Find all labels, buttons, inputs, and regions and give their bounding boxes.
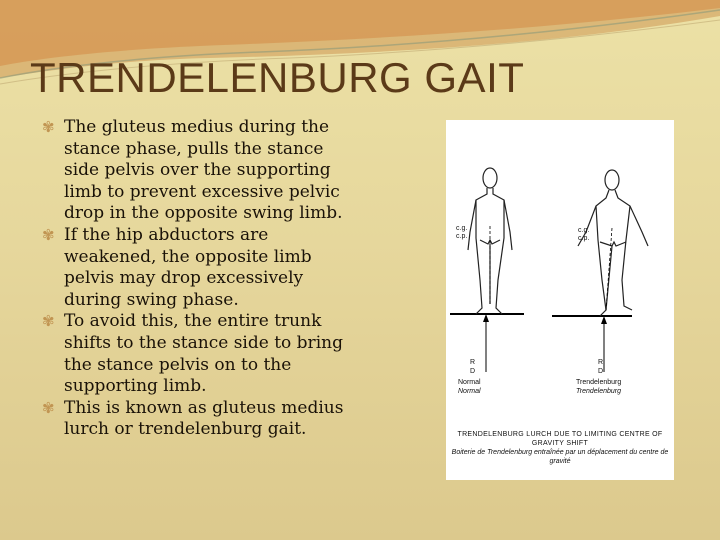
normal-force-r-label: R xyxy=(470,359,476,366)
figure-caption xyxy=(446,430,674,466)
normal-cp-label: c.p. xyxy=(456,233,468,240)
normal-cg-label: c.g. xyxy=(456,225,468,232)
figure-caption-french: Boiterie de Trendelenburg entraînée par un déplacement du centre de gravité xyxy=(451,449,669,465)
bullet-marker-icon: ✾ xyxy=(42,312,55,331)
gait-figure xyxy=(446,120,674,480)
bullet-text: If the hip abductors are weakened, the opposite limb pelvis may drop excessively during swing phase. xyxy=(64,224,312,310)
bullet-text: To avoid this, the entire trunk shifts to the stance side to bring the stance pelvis on to the supporting limb. xyxy=(64,311,343,397)
bullet-item xyxy=(42,117,362,225)
bullet-marker-icon: ✾ xyxy=(42,398,55,417)
trendelenburg-figure xyxy=(578,170,648,316)
bullet-text: The gluteus medius during the stance phase, pulls the stance side pelvis over the supporting limb to prevent excessive pelvic drop in the opposite swing limb. xyxy=(64,117,343,224)
bullet-list xyxy=(42,117,362,441)
trendelenburg-cg-label: c.g. xyxy=(578,227,590,234)
trendelenburg-cp-label: c.p. xyxy=(578,235,590,242)
bullet-item xyxy=(42,311,362,397)
trendelenburg-force-arrowhead xyxy=(601,316,607,324)
figure-caption-english: TRENDELENBURG LURCH DUE TO LIMITING CENTRE OF GRAVITY SHIFT xyxy=(457,431,663,447)
trendelenburg-force-r-label: R xyxy=(598,359,604,366)
normal-force-arrowhead xyxy=(483,314,489,322)
trendelenburg-caption-1: Trendelenburg xyxy=(576,379,622,386)
normal-force-d-label: D xyxy=(470,368,476,375)
trendelenburg-caption-2: Trendelenburg xyxy=(576,388,622,395)
normal-caption-1: Normal xyxy=(458,379,481,386)
bullet-marker-icon: ✾ xyxy=(42,118,55,136)
normal-caption-2: Normal xyxy=(458,388,481,395)
gait-illustration xyxy=(446,120,674,480)
bullet-text: This is known as gluteus medius lurch or trendelenburg gait. xyxy=(64,397,344,440)
bullet-item xyxy=(42,398,362,441)
bullet-marker-icon: ✾ xyxy=(42,225,55,244)
bullet-item xyxy=(42,225,362,311)
trendelenburg-force-d-label: D xyxy=(598,368,604,375)
slide-title: TRENDELENBURG GAIT xyxy=(30,54,525,101)
